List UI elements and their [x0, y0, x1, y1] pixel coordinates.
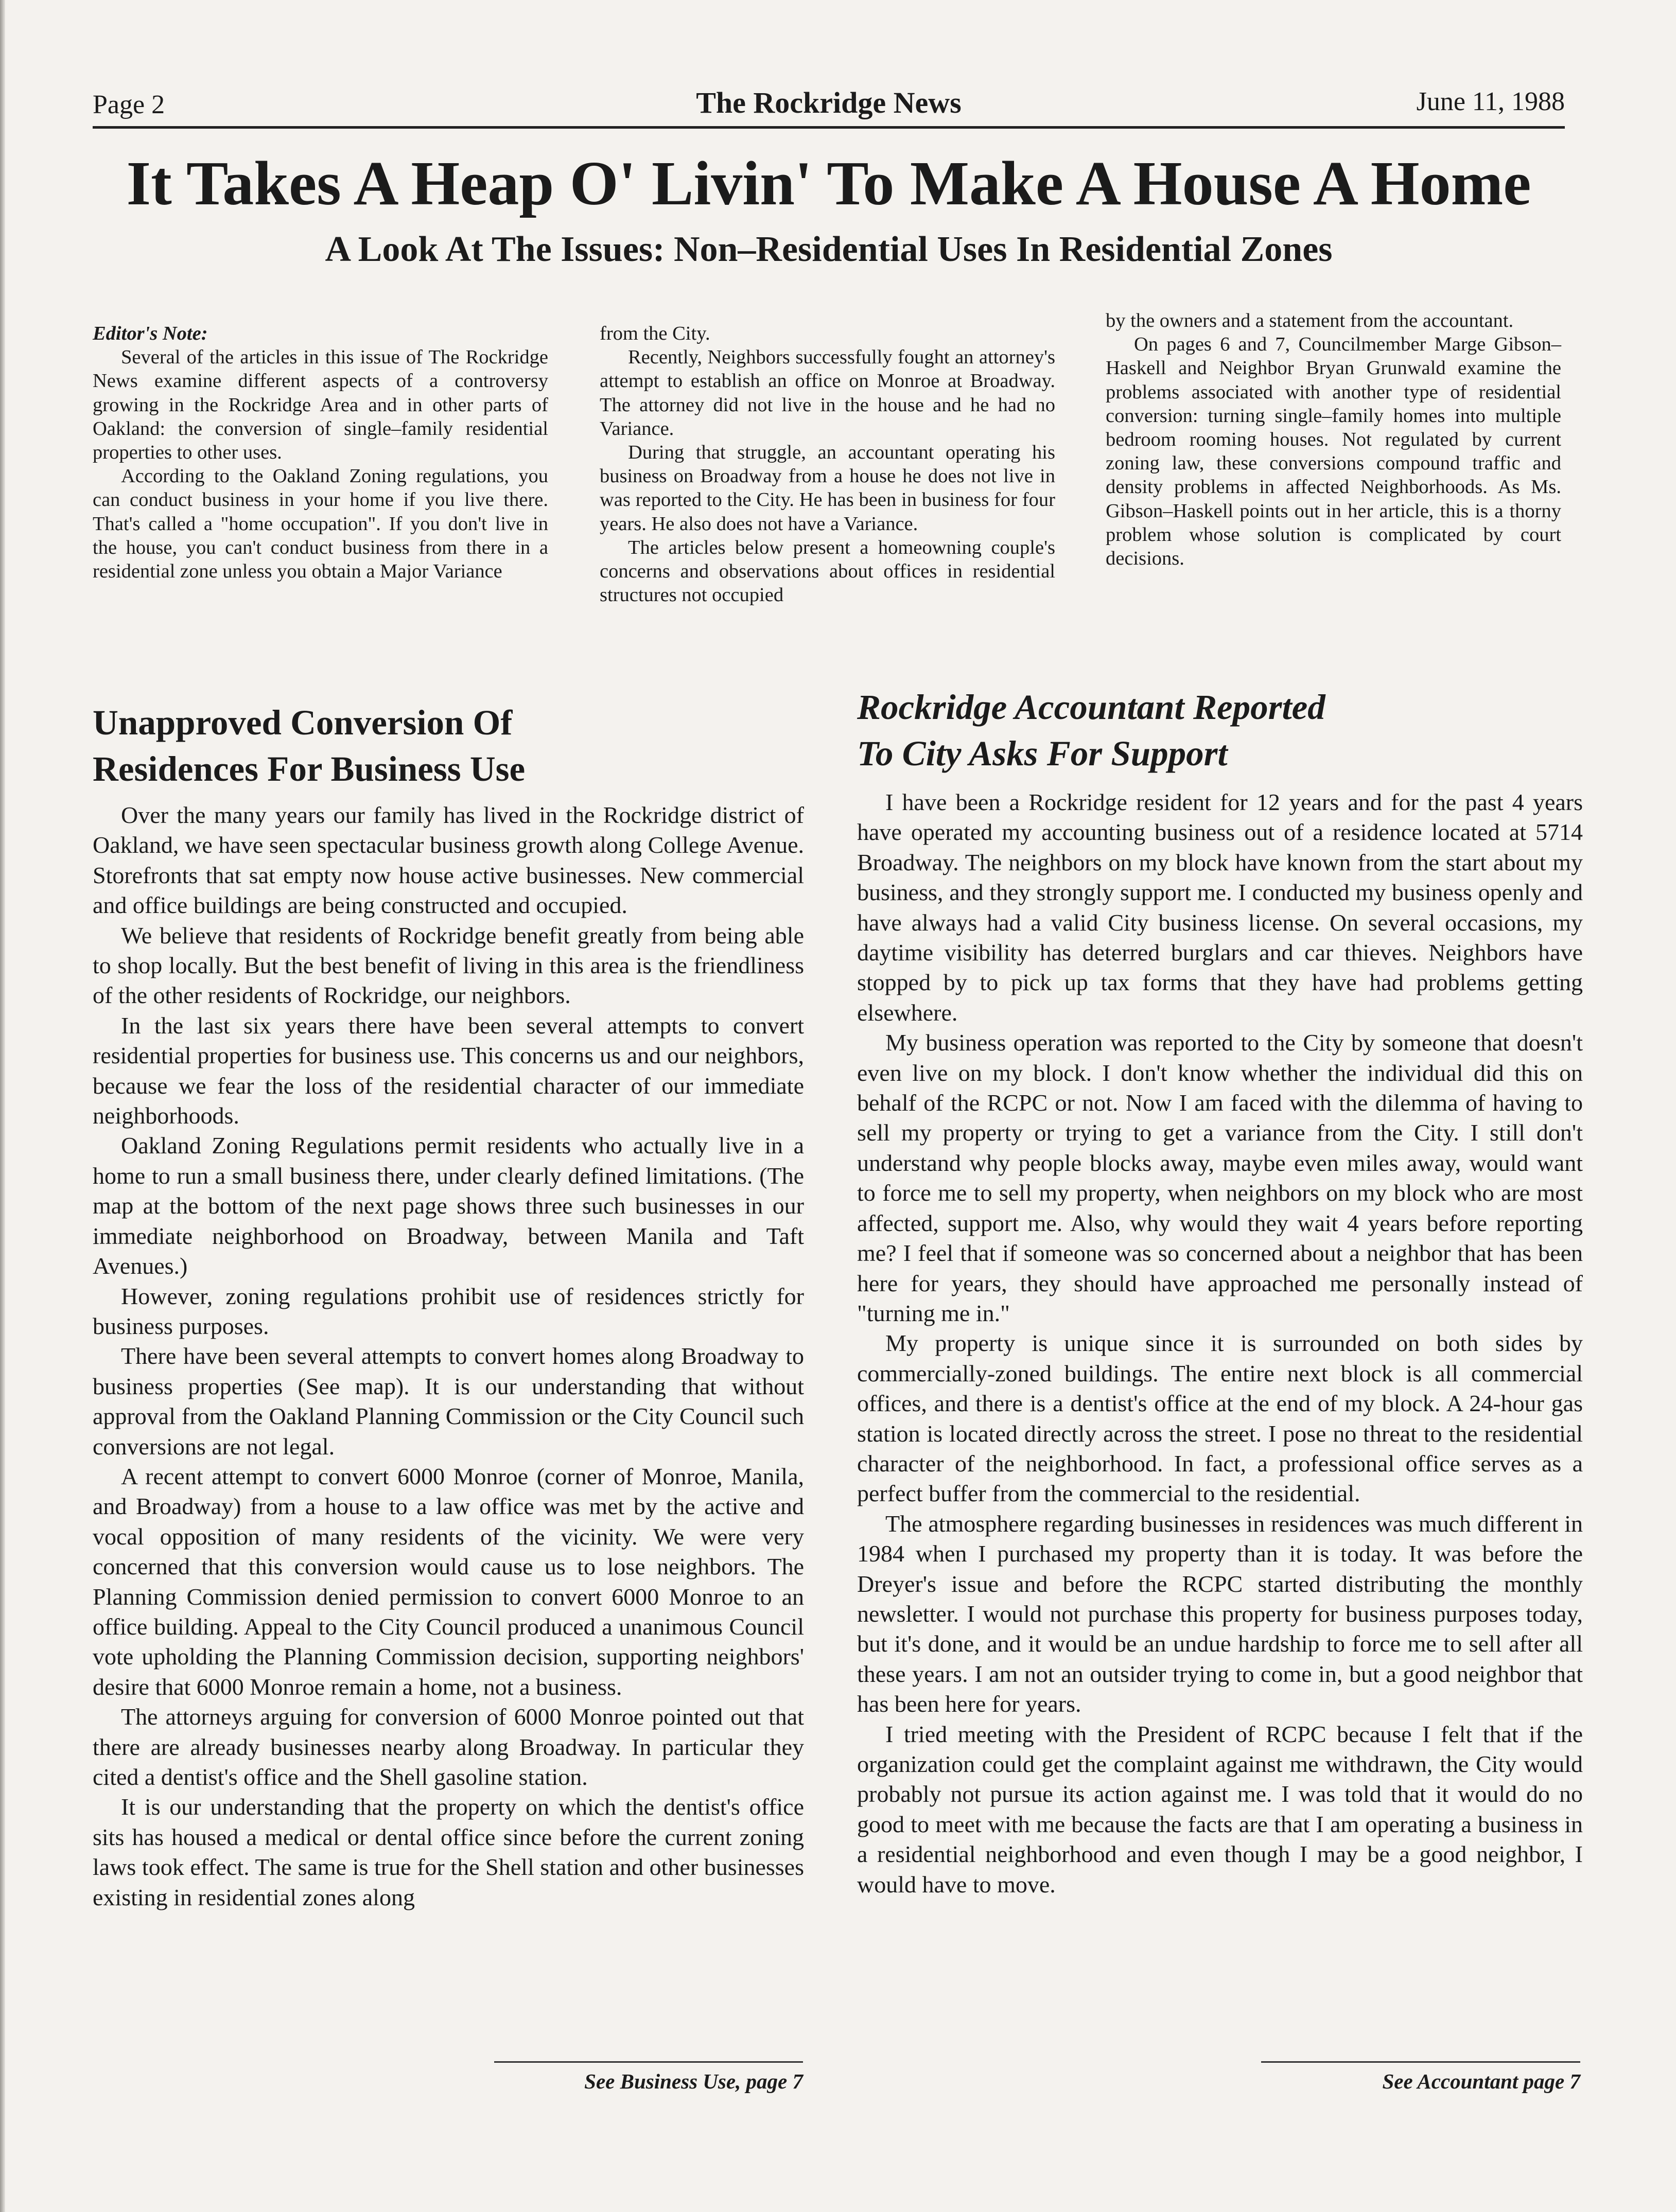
article-1-title-line: Unapproved Conversion Of	[93, 703, 513, 742]
article-2-title-line: To City Asks For Support	[857, 733, 1228, 773]
page-edge	[0, 0, 5, 2212]
article-2-jump-line: See Accountant page 7	[1261, 2061, 1580, 2094]
article-1-paragraph: A recent attempt to convert 6000 Monroe (corner of Monroe, Manila, and Broadway) from a house to a law office was met by the active and vocal opposition of many residents of the vicinity. We were very concerned that this conversion would cause us to lose neighbors. The Planning Commission denied permission to convert 6000 Monroe to an office building. Appeal to the City Council produced a unanimous Council vote upholding the Planning Commission decision, supporting neighbors' desire that 6000 Monroe remain a home, not a business.	[93, 1463, 804, 1700]
editors-note-paragraph: The articles below present a homeowning couple's concerns and observations about offices in residential structures not occupied	[600, 536, 1055, 606]
page-header	[93, 77, 1565, 129]
article-2-body	[857, 787, 1583, 1900]
article-2-paragraph: My business operation was reported to the City by someone that doesn't even live on my block. I don't know whether the individual did this on behalf of the RCPC or not. Now I am faced with the dilemma of having to sell my property or trying to get a variance from the City. I still don't understand why people blocks away, maybe even miles away, would want to force me to sell my property, when neighbors on my block who are most affected, support me. Also, why would they wait 4 years before reporting me? I feel that if someone was so concerned about a neighbor that has been here for years, they should have approached me personally instead of "turning me in."	[857, 1029, 1583, 1326]
editors-note-paragraph: On pages 6 and 7, Councilmember Marge Gibson–Haskell and Neighbor Bryan Grunwald examine the problems associated with another type of residential conversion: turning single–family homes into multiple bedroom rooming houses. Not regulated by current zoning law, these conversions compound traffic and density problems in affected Neighborhoods. As Ms. Gibson–Haskell points out in her article, this is a thorny problem whose solution is complicated by court decisions.	[1106, 333, 1561, 569]
editors-note-paragraph: Several of the articles in this issue of The Rockridge News examine different aspects of a controversy growing in the Rockridge Area and in other parts of Oakland: the conversion of single–family residential properties to other uses.	[93, 346, 548, 463]
article-2-paragraph: I tried meeting with the President of RCPC because I felt that if the organization could get the complaint against me withdrawn, the City would probably not pursue its action against me. I was told that it would do no good to meet with me because the facts are that I am operating a business in a residential neighborhood and even though I may be a good neighbor, I would have to move.	[857, 1721, 1583, 1898]
newspaper-name: The Rockridge News	[696, 86, 962, 119]
article-2-paragraph: The atmosphere regarding businesses in residences was much different in 1984 when I purchased my property than it is today. It was before the Dreyer's issue and before the RCPC started distributing the monthly newsletter. I would not purchase this property for business purposes today, but it's done, and it would be an undue hardship to force me to sell after all these years. I am not an outsider trying to come in, but a good neighbor that has been here for years.	[857, 1510, 1583, 1717]
editors-note-col-3	[1106, 309, 1561, 570]
article-2-title-line: Rockridge Accountant Reported	[857, 688, 1325, 727]
editors-note-col-1	[93, 322, 548, 583]
article-1-paragraph: The attorneys arguing for conversion of 6000 Monroe pointed out that there are already businesses nearby along Broadway. In particular they cited a dentist's office and the Shell gasoline station.	[93, 1704, 804, 1790]
editors-note-paragraph: by the owners and a statement from the accountant.	[1106, 310, 1514, 331]
article-2-paragraph: My property is unique since it is surrounded on both sides by commercially-zoned buildings. The entire next block is all commercial offices, and there is a dentist's office at the end of my block. A 24-hour gas station is located directly across the street. I pose no threat to the residential character of the neighborhood. In fact, a professional office serves as a perfect buffer from the commercial to the residential.	[857, 1330, 1583, 1507]
article-1-paragraph: There have been several attempts to convert homes along Broadway to business properties (See map). It is our understanding that without approval from the Oakland Planning Commission or the City Council such conversions are not legal.	[93, 1343, 804, 1460]
editors-note-col-2	[600, 322, 1055, 607]
article-1-title	[93, 700, 525, 792]
editors-note-paragraph: According to the Oakland Zoning regulations, you can conduct business in your home if you live there. That's called a "home occupation". If you don't live in the house, you can't conduct business from there in a residential zone unless you obtain a Major Variance	[93, 465, 548, 582]
editors-note-label: Editor's Note:	[93, 323, 208, 344]
editors-note-paragraph: from the City.	[600, 323, 710, 344]
headline: It Takes A Heap O' Livin' To Make A House A Home	[126, 149, 1531, 218]
article-1-paragraph: In the last six years there have been several attempts to convert residential properties for business use. This concerns us and our neighbors, because we fear the loss of the residential character of our immediate neighborhoods.	[93, 1012, 804, 1129]
article-1-body	[93, 800, 804, 1912]
article-1-jump-line: See Business Use, page 7	[494, 2061, 803, 2094]
editors-note-paragraph: During that struggle, an accountant operating his business on Broadway from a house he does not live in was reported to the City. He has been in business for four years. He also does not have a Variance.	[600, 441, 1055, 535]
article-2-paragraph: I have been a Rockridge resident for 12 years and for the past 4 years have operated my accounting business out of a residence located at 5714 Broadway. The neighbors on my block have known from the start about my business, and they strongly support me. I conducted my business openly and have always had a valid City business license. On several occasions, my daytime visibility has deterred burglars and car thieves. Neighbors have stopped by to pick up tax forms that they have had problems getting elsewhere.	[857, 789, 1583, 1026]
issue-date: June 11, 1988	[1416, 87, 1565, 116]
editors-note-paragraph: Recently, Neighbors successfully fought an attorney's attempt to establish an office on Monroe at Broadway. The attorney did not live in the house and he had no Variance.	[600, 346, 1055, 440]
article-1-paragraph: Over the many years our family has lived in the Rockridge district of Oakland, we have seen spectacular business growth along College Avenue. Storefronts that sat empty now house active businesses. New commercial and office buildings are being constructed and occupied.	[93, 802, 804, 919]
subheadline: A Look At The Issues: Non–Residential Uses In Residential Zones	[325, 230, 1333, 269]
page-number: Page 2	[93, 90, 165, 119]
article-1-paragraph: Oakland Zoning Regulations permit residents who actually live in a home to run a small business there, under clearly defined limitations. (The map at the bottom of the next page shows three such businesses in our immediate neighborhood on Broadway, between Manila and Taft Avenues.)	[93, 1132, 804, 1279]
article-2-title	[857, 684, 1325, 777]
article-1-paragraph: However, zoning regulations prohibit use of residences strictly for business purposes.	[93, 1283, 804, 1339]
article-1-title-line: Residences For Business Use	[93, 749, 526, 788]
article-1-paragraph: We believe that residents of Rockridge benefit greatly from being able to shop locally. But the best benefit of living in this area is the friendliness of the other residents of Rockridge, our neighbors.	[93, 922, 804, 1009]
article-1-paragraph: It is our understanding that the property on which the dentist's office sits has housed a medical or dental office since before the current zoning laws took effect. The same is true for the Shell station and other businesses existing in residential zones along	[93, 1794, 804, 1910]
